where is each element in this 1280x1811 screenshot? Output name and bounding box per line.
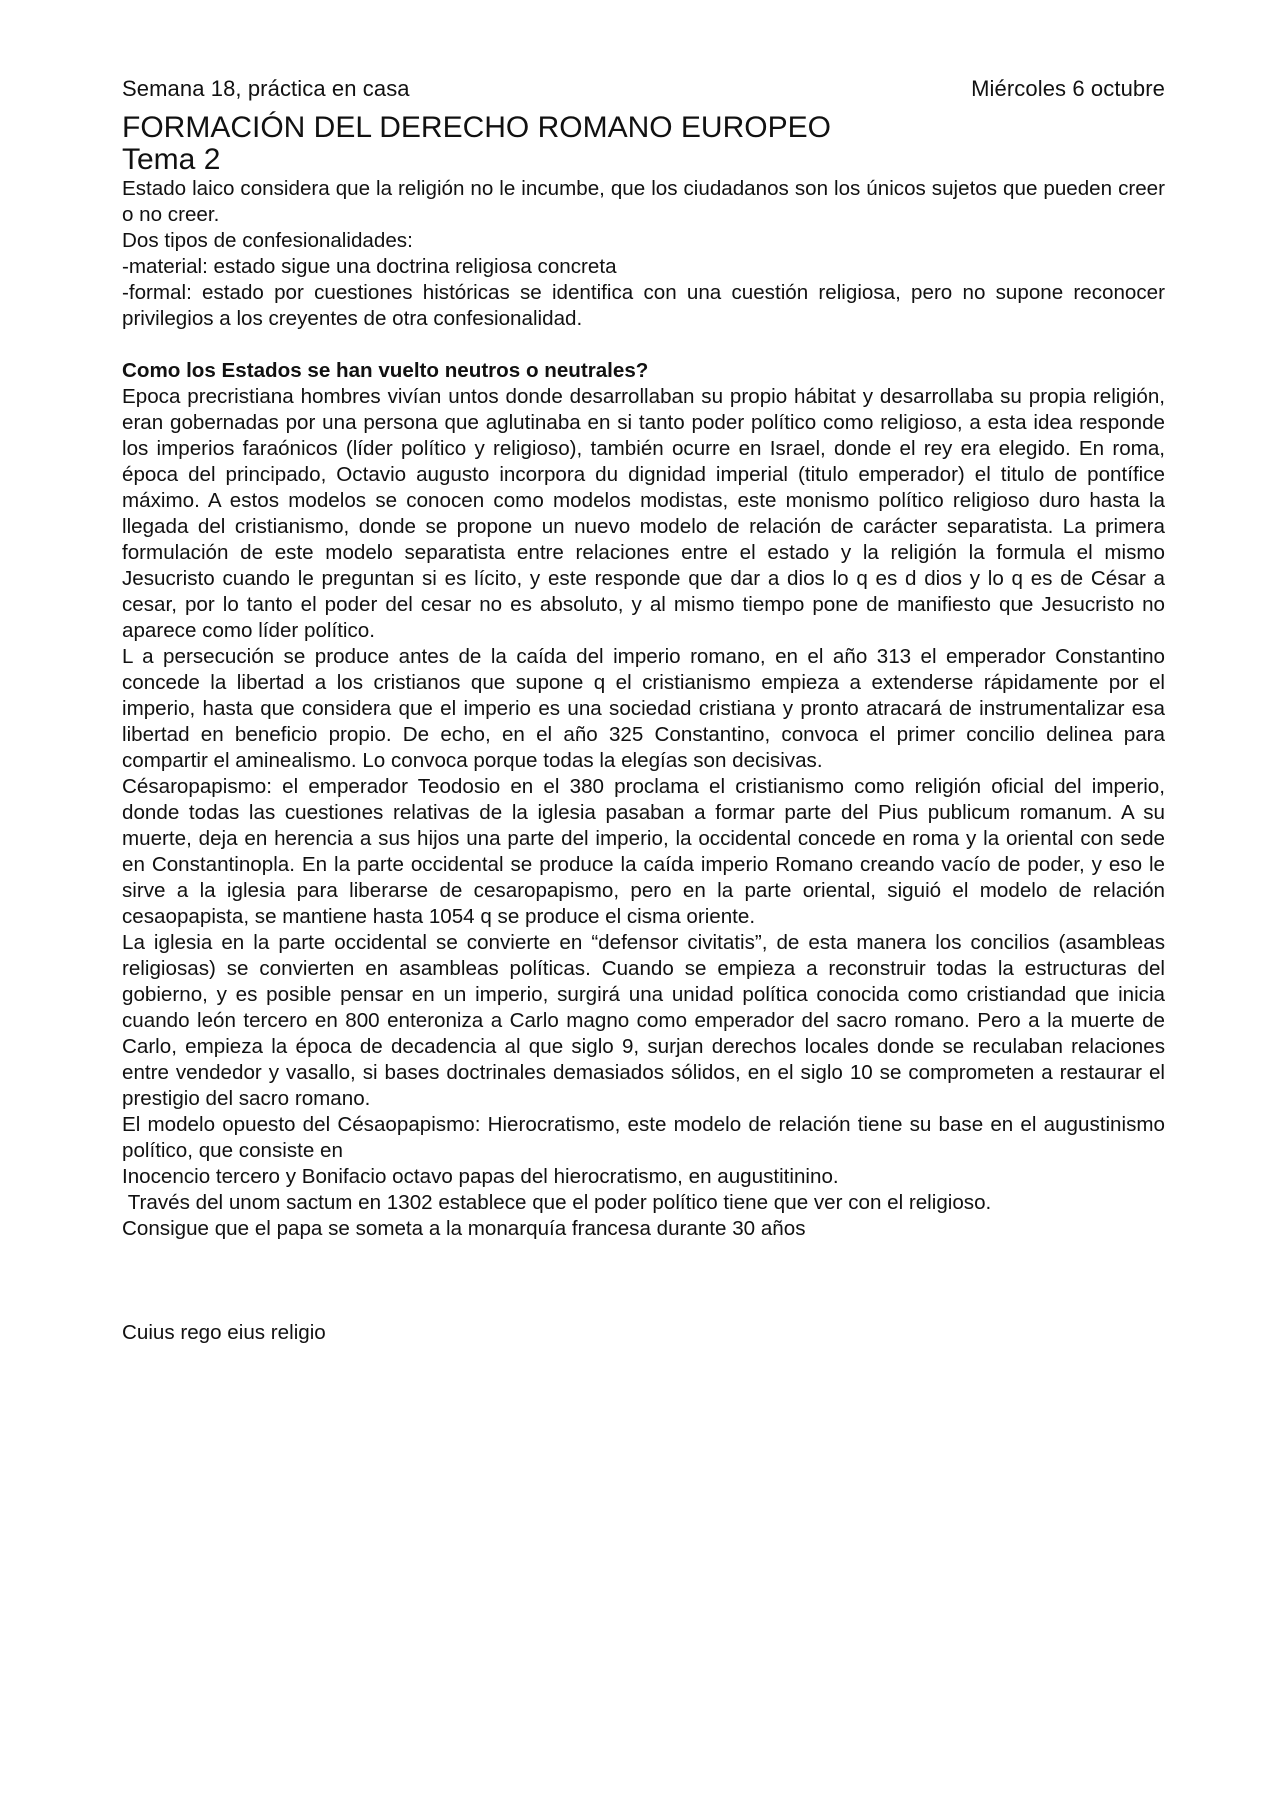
section-heading: Como los Estados se han vuelto neutros o neutrales? [122,359,649,382]
closing-line: Cuius rego eius religio [122,1321,326,1344]
page-content [122,74,1165,1346]
body-paragraph: Césaropapismo: el emperador Teodosio en el 380 proclama el cristianismo como religión oficial del imperio, donde todas las cuestiones relativas de la iglesia pasaban a formar parte del Pius publicum romanum. A su muerte, deja en herencia a sus hijos una parte del imperio, la occidental concede en roma y la oriental con sede en Constantinopla. En la parte occidental se produce la caída imperio Romano creando vacío de poder, y eso le sirve a la iglesia para liberarse de cesaropapismo, pero en la parte oriental, siguió el modelo de relación cesaopapista, se mantiene hasta 1054 q se produce el cisma oriente. [122,775,1165,928]
header-week: Semana 18, práctica en casa [122,76,410,101]
body-paragraph: Epoca precristiana hombres vivían untos donde desarrollaban su propio hábitat y desarrollaba su propia religión, eran gobernadas por una persona que aglutinaba en si tanto poder político como religioso, a esta idea responde los imperios faraónicos (líder político y religioso), también ocurre en Israel, donde el rey era elegido. En roma, época del principado, Octavio augusto incorpora du dignidad imperial (titulo emperador) el titulo de pontífice máximo. A estos modelos se conocen como modelos modistas, este monismo político religioso duro hasta la llegada del cristianismo, donde se propone un nuevo modelo de relación de carácter separatista. La primera formulación de este modelo separatista entre relaciones entre el estado y la religión la formula el mismo Jesucristo cuando le preguntan si es lícito, y este responde que dar a dios lo q es d dios y lo q es de César a cesar, por lo tanto el poder del cesar no es absoluto, y al mismo tiempo pone de manifiesto que Jesucristo no aparece como líder político. [122,385,1165,642]
page-header [122,74,1165,104]
intro-paragraph: Estado laico considera que la religión no le incumbe, que los ciudadanos son los únicos sujetos que pueden creer o no creer. [122,177,1165,226]
body-line: Través del unom sactum en 1302 establece que el poder político tiene que ver con el religioso. [122,1191,992,1214]
spacer [122,1242,1165,1320]
body-paragraph: La iglesia en la parte occidental se convierte en “defensor civitatis”, de esta manera los concilios (asambleas religiosas) se convierten en asambleas políticas. Cuando se empieza a reconstruir todas la estructuras del gobierno, y es posible pensar en un imperio, surgirá una unidad política conocida como cristiandad que inicia cuando león tercero en 800 enteroniza a Carlo magno como emperador del sacro romano. Pero a la muerte de Carlo, empieza la época de decadencia al que siglo 9, surjan derechos locales donde se reculaban relaciones entre vendedor y vasallo, si bases doctrinales demasiados sólidos, en el siglo 10 se comprometen a restaurar el prestigio del sacro romano. [122,931,1165,1110]
body-line: Inocencio tercero y Bonifacio octavo papas del hierocratismo, en augustitinino. [122,1165,839,1188]
body-line: Consigue que el papa se someta a la monarquía francesa durante 30 años [122,1217,806,1240]
body-paragraph: El modelo opuesto del Césaopapismo: Hierocratismo, este modelo de relación tiene su base en el augustinismo político, que consiste en [122,1113,1165,1162]
body-paragraph: L a persecución se produce antes de la caída del imperio romano, en el año 313 el emperador Constantino concede la libertad a los cristianos que supone q el cristianismo empieza a extenderse rápidamente por el imperio, hasta que considera que el imperio es una sociedad cristiana y pronto atracará de instrumentalizar esa libertad en beneficio propio. De echo, en el año 325 Constantino, convoca el primer concilio delinea para compartir el aminealismo. Lo convoca porque todas la elegías son decisivas. [122,645,1165,772]
document-subtitle: Tema 2 [122,143,221,176]
intro-paragraph: -formal: estado por cuestiones históricas se identifica con una cuestión religiosa, pero no supone reconocer privilegios a los creyentes de otra confesionalidad. [122,281,1165,330]
spacer [122,332,1165,358]
document-title: FORMACIÓN DEL DERECHO ROMANO EUROPEO [122,111,831,144]
intro-line: Dos tipos de confesionalidades: [122,229,413,252]
header-date: Miércoles 6 octubre [971,76,1165,101]
intro-line: -material: estado sigue una doctrina religiosa concreta [122,255,617,278]
